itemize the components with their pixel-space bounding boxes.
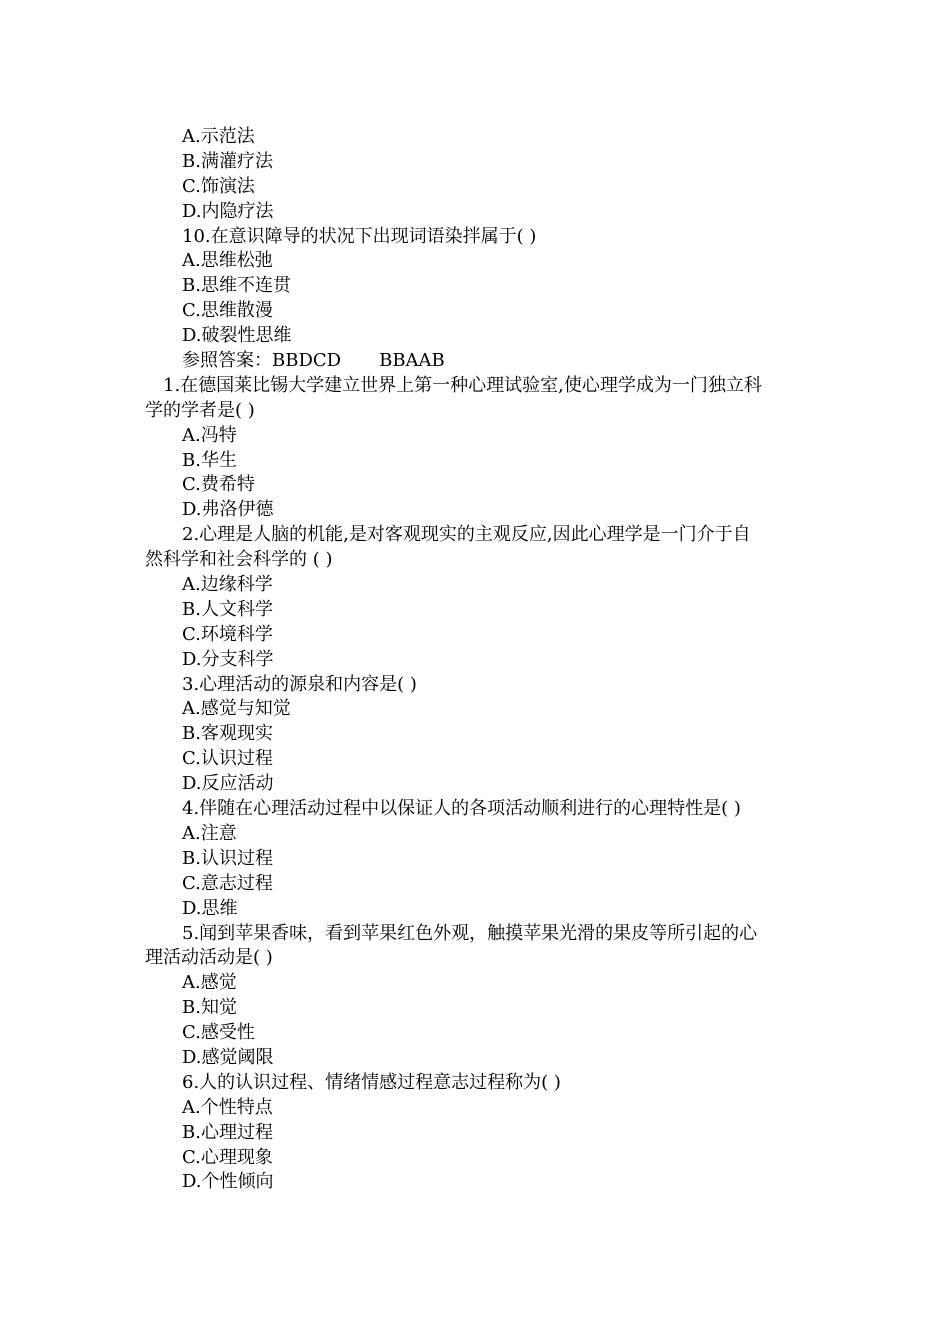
option-line: D.破裂性思维 [182,325,292,347]
question-line: 1.在德国莱比锡大学建立世界上第一种心理试验室,使心理学成为一门独立科 [163,374,762,396]
question-line: 10.在意识障导的状况下出现词语染拌属于( ) [182,225,537,247]
option-line: B.思维不连贯 [182,275,291,297]
option-line: C.意志过程 [182,872,273,894]
option-line: B.满灌疗法 [182,150,273,172]
option-line: A.感觉 [182,972,237,994]
option-line: C.环境科学 [182,623,273,645]
question-line: 3.心理活动的源泉和内容是( ) [182,673,417,695]
option-line: D.内隐疗法 [182,200,274,222]
question-line: 4.伴随在心理活动过程中以保证人的各项活动顺利进行的心理特性是( ) [182,798,741,820]
option-line: A.边缘科学 [182,574,273,596]
answer-key-first: 参照答案：BBDCD [182,350,342,372]
option-line: C.思维散漫 [182,300,273,322]
document-text [145,125,815,1195]
option-line: D.分支科学 [182,648,274,670]
option-line: C.感受性 [182,1022,255,1044]
option-line: B.知觉 [182,997,237,1019]
answer-key-line [145,349,815,374]
option-line: C.饰演法 [182,175,255,197]
question-line: 理活动活动是( ) [145,947,273,969]
option-line: C.认识过程 [182,748,273,770]
question-line: 然科学和社会科学的 ( ) [145,549,333,571]
answer-key-second: BBAAB [379,350,445,372]
option-line: D.思维 [182,897,238,919]
option-line: D.感觉阈限 [182,1046,274,1068]
option-line: D.弗洛伊德 [182,499,274,521]
question-line: 学的学者是( ) [145,399,255,421]
option-line: C.费希特 [182,474,255,496]
option-line: D.个性倾向 [182,1171,274,1193]
option-line: A.注意 [182,822,237,844]
option-line: A.冯特 [182,424,237,446]
option-line: A.个性特点 [182,1096,273,1118]
option-line: D.反应活动 [182,773,274,795]
option-line: B.心理过程 [182,1121,273,1143]
option-line: A.感觉与知觉 [182,698,291,720]
option-line: A.思维松弛 [182,250,273,272]
option-line: B.客观现实 [182,723,273,745]
question-line: 2.心理是人脑的机能,是对客观现实的主观反应,因此心理学是一门介于自 [182,524,751,546]
question-line: 5.闻到苹果香味，看到苹果红色外观，触摸苹果光滑的果皮等所引起的心 [182,922,758,944]
option-line: A.示范法 [182,126,255,147]
option-line: C.心理现象 [182,1146,273,1168]
option-line: B.认识过程 [182,847,273,869]
question-line: 6.人的认识过程、情绪情感过程意志过程称为( ) [182,1071,561,1093]
option-line: B.华生 [182,449,237,471]
option-line: B.人文科学 [182,598,273,620]
